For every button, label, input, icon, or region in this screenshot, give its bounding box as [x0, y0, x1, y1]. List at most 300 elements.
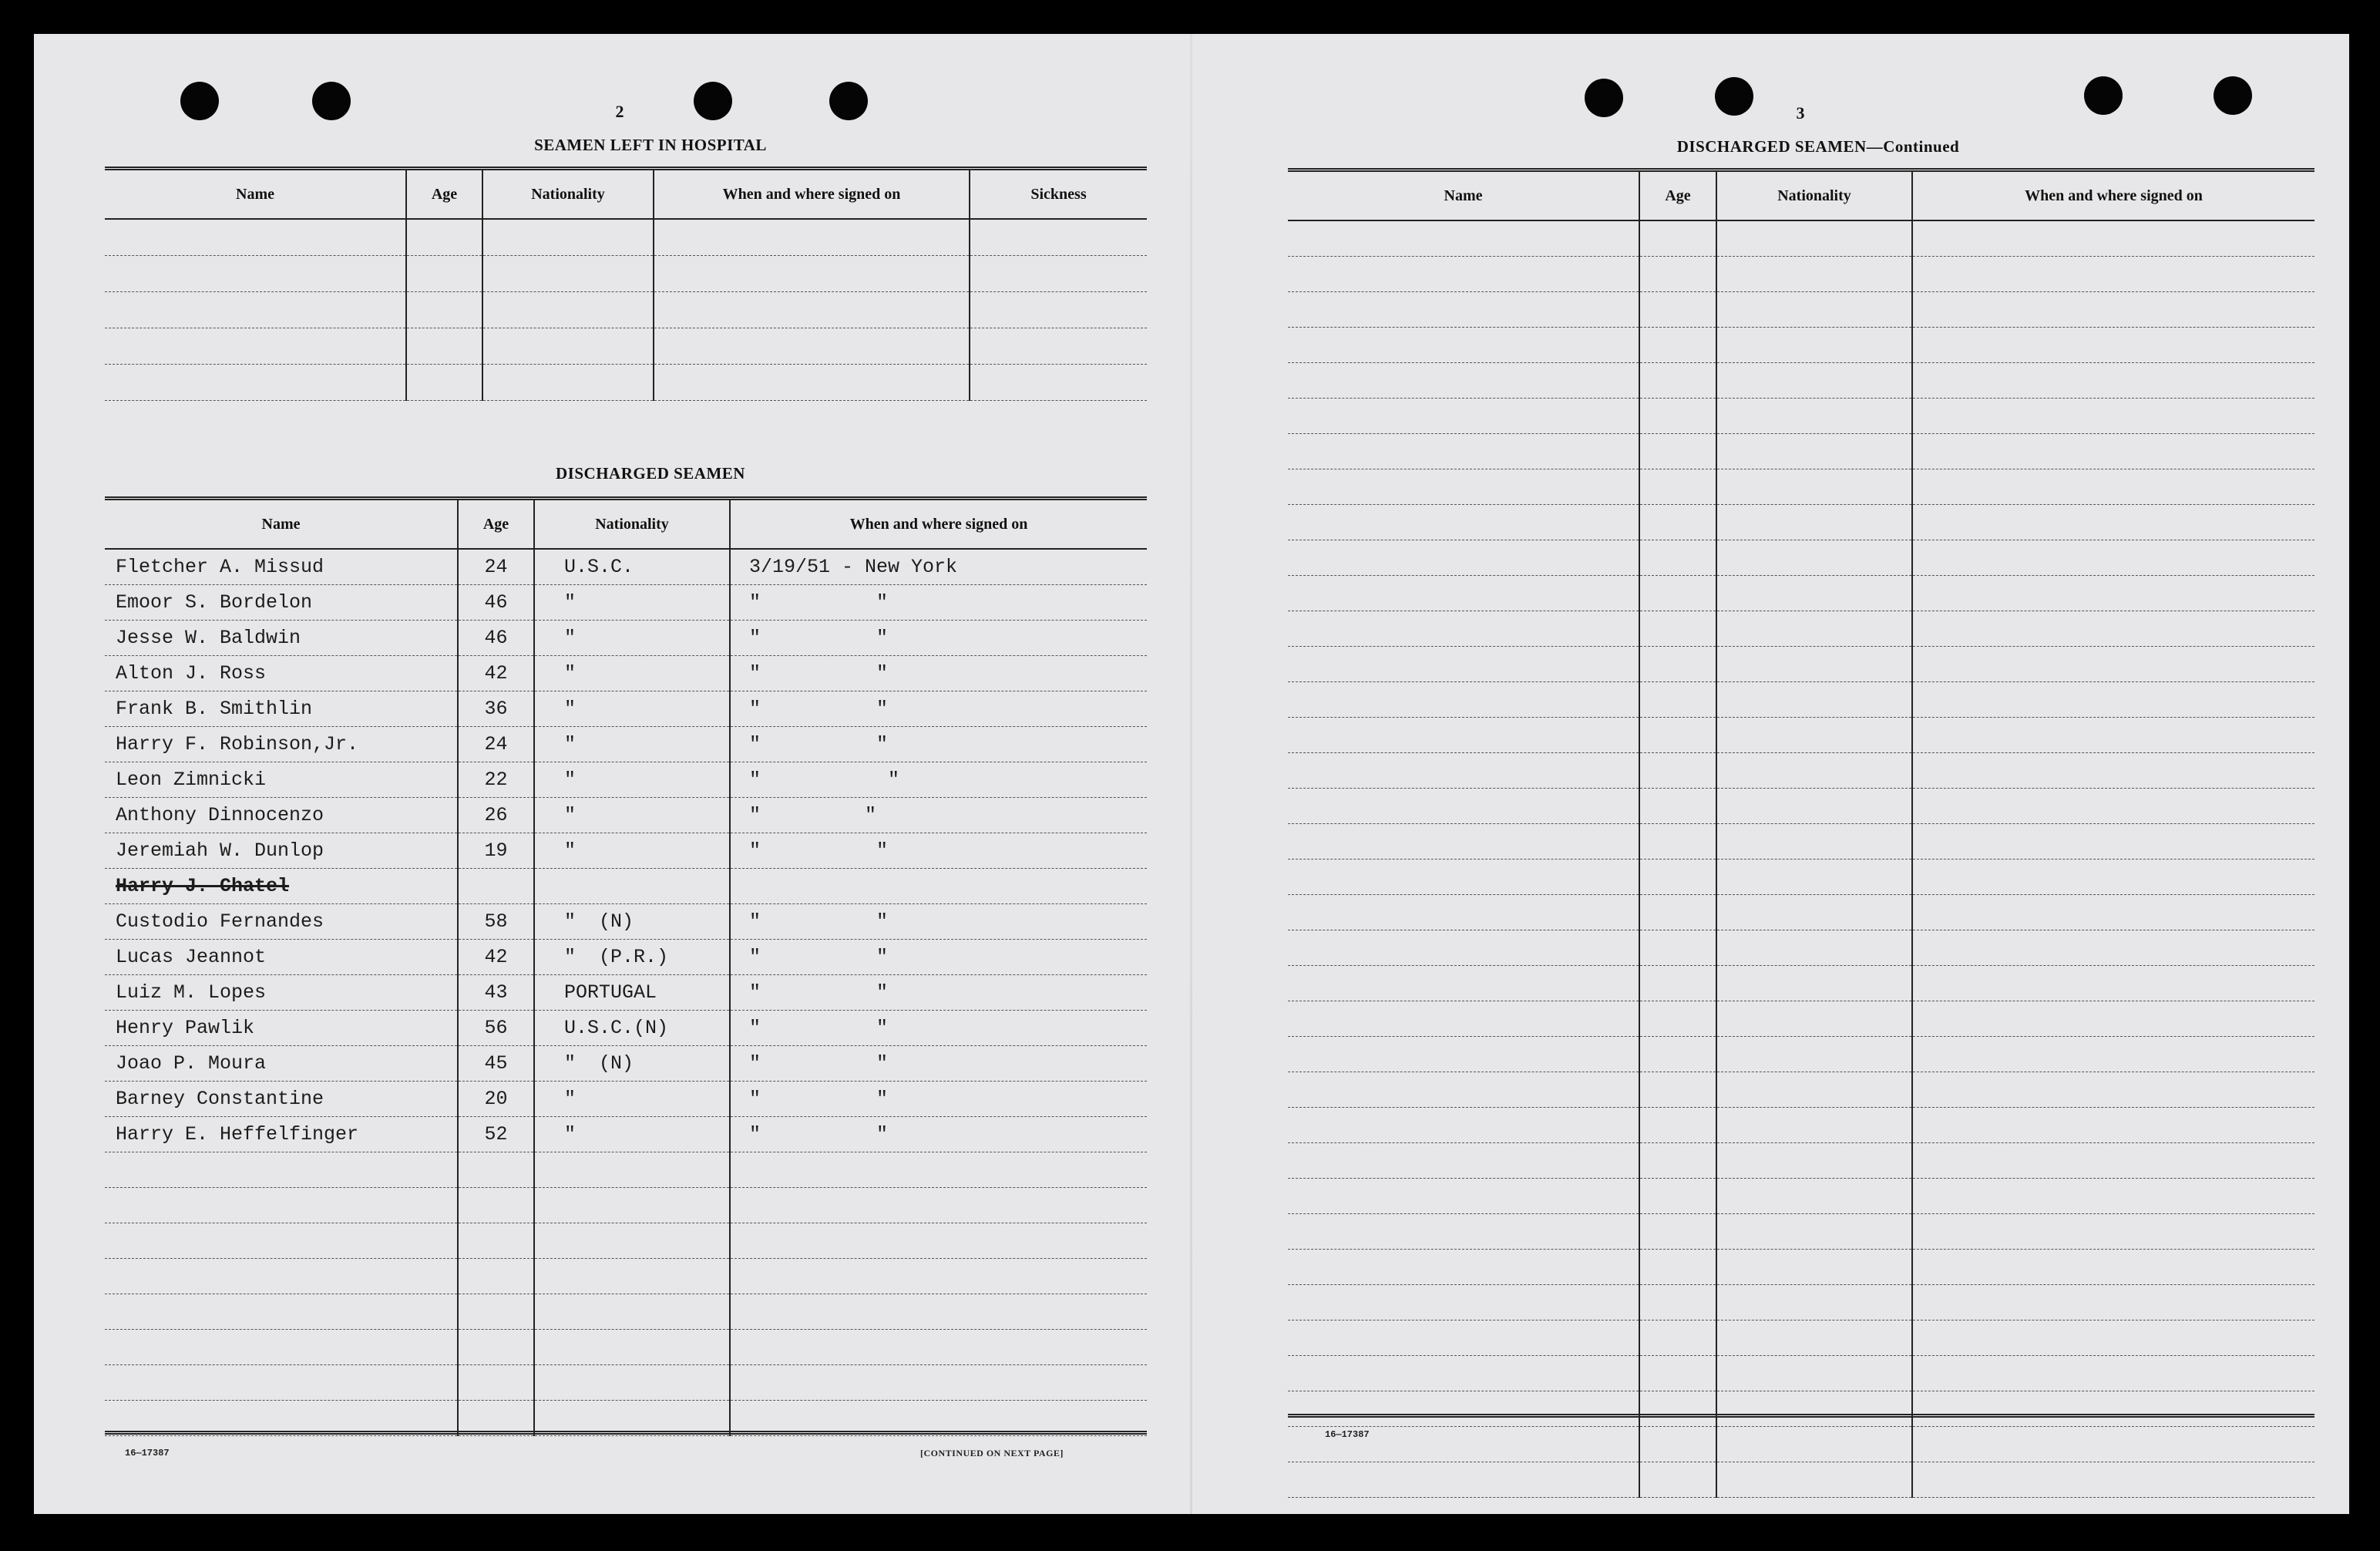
table-row	[1288, 1391, 2314, 1427]
table-row	[105, 940, 1147, 975]
cell-when-where: " "	[730, 1011, 1147, 1046]
table-cell	[1288, 1072, 1639, 1108]
table-cell	[105, 1330, 458, 1365]
table-cell	[458, 1259, 534, 1294]
table-cell	[1912, 895, 2314, 930]
document-sheet	[34, 34, 2349, 1514]
table-row	[1288, 1285, 2314, 1321]
cell-name: Alton J. Ross	[105, 656, 458, 691]
table-row	[1288, 718, 2314, 753]
table-cell	[1288, 434, 1639, 469]
table-row	[1288, 292, 2314, 328]
punch-hole	[1585, 79, 1623, 117]
table-cell	[1716, 363, 1912, 399]
table-cell	[482, 219, 654, 256]
table-row	[105, 1330, 1147, 1365]
table-cell	[1716, 895, 1912, 930]
table-cell	[1716, 1321, 1912, 1356]
table-cell	[1912, 966, 2314, 1001]
table-cell	[1912, 1179, 2314, 1214]
table-cell	[105, 219, 406, 256]
hospital-section-title: SEAMEN LEFT IN HOSPITAL	[534, 136, 767, 154]
table-cell	[1912, 1462, 2314, 1498]
table-cell	[1288, 363, 1639, 399]
cell-nationality: "	[534, 585, 730, 621]
discharged-continued-table	[1288, 168, 2314, 1498]
hospital-table	[105, 167, 1147, 401]
table-cell	[1639, 540, 1716, 576]
cell-when-where: " "	[730, 1082, 1147, 1117]
table-cell	[1716, 1285, 1912, 1321]
form-code: 16—17387	[1325, 1429, 1370, 1440]
table-cell	[730, 1152, 1147, 1188]
cell-when-where: " "	[730, 833, 1147, 869]
table-cell	[406, 365, 482, 401]
table-row	[105, 762, 1147, 798]
table-cell	[1912, 363, 2314, 399]
table-cell	[458, 1223, 534, 1259]
table-cell	[1639, 824, 1716, 860]
table-cell	[1912, 220, 2314, 257]
table-row	[1288, 1427, 2314, 1462]
table-row	[105, 365, 1147, 401]
table-cell	[534, 1188, 730, 1223]
title-main: DISCHARGED SEAMEN	[1676, 137, 1867, 156]
cell-name: Harry J. Chatel	[105, 869, 458, 904]
table-cell	[970, 219, 1147, 256]
cell-name: Luiz M. Lopes	[105, 975, 458, 1011]
table-cell	[1288, 540, 1639, 576]
table-cell	[1288, 647, 1639, 682]
table-cell	[1288, 1037, 1639, 1072]
discharged-table	[105, 496, 1147, 1436]
cell-age: 22	[458, 762, 534, 798]
table-cell	[1639, 505, 1716, 540]
table-cell	[1912, 718, 2314, 753]
continued-note: [CONTINUED ON NEXT PAGE]	[920, 1448, 1064, 1458]
table-cell	[482, 256, 654, 292]
table-cell	[1716, 753, 1912, 789]
table-cell	[458, 1152, 534, 1188]
table-cell	[105, 256, 406, 292]
table-cell	[105, 1365, 458, 1401]
bottom-rule	[1288, 1414, 2314, 1418]
table-row	[105, 585, 1147, 621]
table-cell	[105, 1223, 458, 1259]
page-number: 3	[1796, 103, 1805, 123]
page-number: 2	[615, 102, 624, 121]
cell-nationality: U.S.C.(N)	[534, 1011, 730, 1046]
table-cell	[1639, 1179, 1716, 1214]
table-cell	[1716, 1179, 1912, 1214]
table-row	[1288, 469, 2314, 505]
table-cell	[105, 1188, 458, 1223]
column-header-name: Name	[1288, 170, 1639, 221]
table-cell	[482, 328, 654, 365]
table-row	[105, 1223, 1147, 1259]
table-row	[1288, 220, 2314, 257]
table-cell	[1639, 1108, 1716, 1143]
table-cell	[1716, 469, 1912, 505]
cell-age: 24	[458, 549, 534, 585]
cell-nationality	[534, 869, 730, 904]
table-cell	[1639, 328, 1716, 363]
table-cell	[1716, 1108, 1912, 1143]
table-row	[105, 869, 1147, 904]
cell-when-where: " "	[730, 1117, 1147, 1152]
cell-nationality: "	[534, 833, 730, 869]
table-cell	[1639, 257, 1716, 292]
table-cell	[1912, 1143, 2314, 1179]
table-cell	[1912, 257, 2314, 292]
table-cell	[105, 292, 406, 328]
page-fold	[1190, 34, 1192, 1514]
table-cell	[1716, 1250, 1912, 1285]
cell-age: 24	[458, 727, 534, 762]
table-cell	[654, 292, 970, 328]
table-row	[105, 1117, 1147, 1152]
table-cell	[1639, 1285, 1716, 1321]
cell-when-where: 3/19/51 - New York	[730, 549, 1147, 585]
cell-when-where: " "	[730, 975, 1147, 1011]
cell-age	[458, 869, 534, 904]
table-cell	[1716, 540, 1912, 576]
table-cell	[1716, 824, 1912, 860]
table-row	[105, 1294, 1147, 1330]
table-row	[105, 798, 1147, 833]
cell-name: Lucas Jeannot	[105, 940, 458, 975]
table-cell	[1288, 1214, 1639, 1250]
table-row	[105, 727, 1147, 762]
table-cell	[1639, 469, 1716, 505]
table-cell	[730, 1330, 1147, 1365]
table-row	[1288, 1037, 2314, 1072]
table-row	[1288, 1143, 2314, 1179]
table-row	[105, 1011, 1147, 1046]
cell-name: Emoor S. Bordelon	[105, 585, 458, 621]
table-cell	[1912, 292, 2314, 328]
cell-name: Jeremiah W. Dunlop	[105, 833, 458, 869]
table-row	[1288, 1214, 2314, 1250]
table-cell	[1639, 1462, 1716, 1498]
table-cell	[534, 1330, 730, 1365]
table-row	[105, 1082, 1147, 1117]
table-cell	[1288, 1143, 1639, 1179]
cell-nationality: U.S.C.	[534, 549, 730, 585]
table-cell	[1639, 363, 1716, 399]
table-cell	[730, 1365, 1147, 1401]
table-row	[1288, 328, 2314, 363]
column-header-age: Age	[406, 169, 482, 220]
table-row	[105, 833, 1147, 869]
cell-age: 42	[458, 656, 534, 691]
table-row	[105, 1046, 1147, 1082]
table-cell	[1639, 1037, 1716, 1072]
cell-name: Barney Constantine	[105, 1082, 458, 1117]
table-cell	[1716, 505, 1912, 540]
cell-nationality: "	[534, 762, 730, 798]
table-cell	[1912, 1391, 2314, 1427]
table-cell	[1639, 1321, 1716, 1356]
table-cell	[1912, 753, 2314, 789]
table-cell	[1912, 824, 2314, 860]
table-cell	[1639, 1250, 1716, 1285]
table-cell	[1912, 930, 2314, 966]
table-cell	[1912, 399, 2314, 434]
table-cell	[1912, 434, 2314, 469]
cell-when-where	[730, 869, 1147, 904]
punch-hole	[2084, 76, 2123, 115]
discharged-section-title: DISCHARGED SEAMEN	[556, 464, 745, 483]
table-cell	[482, 292, 654, 328]
table-row	[105, 656, 1147, 691]
table-cell	[1639, 1214, 1716, 1250]
table-cell	[1288, 824, 1639, 860]
table-row	[1288, 363, 2314, 399]
table-cell	[1716, 789, 1912, 824]
table-cell	[534, 1259, 730, 1294]
table-row	[1288, 505, 2314, 540]
table-cell	[1288, 753, 1639, 789]
column-header-when-where: When and where signed on	[730, 499, 1147, 550]
discharged-continued-title	[1548, 137, 2088, 156]
cell-when-where: " "	[730, 940, 1147, 975]
table-cell	[1912, 1285, 2314, 1321]
table-cell	[1288, 930, 1639, 966]
table-cell	[1716, 611, 1912, 647]
table-cell	[1639, 753, 1716, 789]
table-cell	[1716, 1072, 1912, 1108]
table-cell	[1912, 1037, 2314, 1072]
table-cell	[1639, 1072, 1716, 1108]
table-cell	[1288, 505, 1639, 540]
table-cell	[1912, 611, 2314, 647]
table-row	[1288, 257, 2314, 292]
table-cell	[1639, 966, 1716, 1001]
cell-name: Frank B. Smithlin	[105, 691, 458, 727]
cell-name: Anthony Dinnocenzo	[105, 798, 458, 833]
table-cell	[406, 328, 482, 365]
table-cell	[1639, 1356, 1716, 1391]
table-cell	[458, 1330, 534, 1365]
cell-nationality: " (P.R.)	[534, 940, 730, 975]
table-row	[1288, 1462, 2314, 1498]
table-cell	[1288, 1356, 1639, 1391]
punch-hole	[829, 82, 868, 120]
table-row	[1288, 647, 2314, 682]
form-code: 16—17387	[125, 1448, 170, 1458]
table-cell	[1639, 895, 1716, 930]
table-cell	[1639, 399, 1716, 434]
table-row	[1288, 1356, 2314, 1391]
table-cell	[1639, 611, 1716, 647]
table-row	[105, 691, 1147, 727]
table-row	[105, 256, 1147, 292]
table-cell	[1912, 469, 2314, 505]
cell-nationality: "	[534, 727, 730, 762]
table-row	[1288, 1001, 2314, 1037]
table-row	[1288, 860, 2314, 895]
cell-name: Fletcher A. Missud	[105, 549, 458, 585]
column-header-when-where: When and where signed on	[1912, 170, 2314, 221]
table-cell	[1716, 399, 1912, 434]
table-cell	[1912, 1001, 2314, 1037]
cell-name: Custodio Fernandes	[105, 904, 458, 940]
table-row	[1288, 576, 2314, 611]
table-cell	[1716, 1001, 1912, 1037]
table-cell	[730, 1223, 1147, 1259]
table-cell	[1716, 930, 1912, 966]
cell-name: Leon Zimnicki	[105, 762, 458, 798]
table-cell	[1288, 469, 1639, 505]
table-cell	[970, 328, 1147, 365]
table-cell	[1288, 292, 1639, 328]
table-cell	[970, 292, 1147, 328]
table-cell	[970, 365, 1147, 401]
table-row	[1288, 611, 2314, 647]
table-cell	[1288, 611, 1639, 647]
table-cell	[1912, 1356, 2314, 1391]
cell-name: Jesse W. Baldwin	[105, 621, 458, 656]
table-cell	[1912, 1214, 2314, 1250]
cell-nationality: PORTUGAL	[534, 975, 730, 1011]
table-cell	[458, 1188, 534, 1223]
table-row	[105, 1259, 1147, 1294]
table-cell	[1716, 1462, 1912, 1498]
table-cell	[1288, 895, 1639, 930]
table-cell	[1639, 1143, 1716, 1179]
cell-age: 36	[458, 691, 534, 727]
table-cell	[1912, 505, 2314, 540]
table-cell	[406, 219, 482, 256]
table-cell	[482, 365, 654, 401]
table-row	[105, 975, 1147, 1011]
table-cell	[534, 1152, 730, 1188]
table-cell	[1639, 434, 1716, 469]
cell-nationality: "	[534, 621, 730, 656]
table-cell	[105, 1259, 458, 1294]
table-cell	[730, 1259, 1147, 1294]
table-row	[1288, 1250, 2314, 1285]
table-cell	[1288, 860, 1639, 895]
table-cell	[1288, 718, 1639, 753]
table-cell	[1288, 789, 1639, 824]
table-cell	[1912, 576, 2314, 611]
punch-hole	[180, 82, 219, 120]
table-cell	[1716, 718, 1912, 753]
cell-age: 19	[458, 833, 534, 869]
table-cell	[654, 219, 970, 256]
table-cell	[1716, 434, 1912, 469]
table-cell	[1288, 220, 1639, 257]
table-cell	[1912, 1321, 2314, 1356]
table-cell	[534, 1365, 730, 1401]
table-cell	[534, 1294, 730, 1330]
cell-when-where: " "	[730, 656, 1147, 691]
table-row	[1288, 1072, 2314, 1108]
cell-when-where: " "	[730, 762, 1147, 798]
table-cell	[1912, 1108, 2314, 1143]
table-row	[1288, 399, 2314, 434]
table-cell	[1639, 1427, 1716, 1462]
table-cell	[1716, 292, 1912, 328]
table-cell	[1288, 1462, 1639, 1498]
table-row	[1288, 930, 2314, 966]
table-cell	[1912, 1072, 2314, 1108]
table-cell	[1716, 682, 1912, 718]
table-cell	[1288, 1001, 1639, 1037]
table-row	[1288, 682, 2314, 718]
table-cell	[1716, 1214, 1912, 1250]
table-cell	[1912, 1427, 2314, 1462]
table-cell	[1716, 220, 1912, 257]
table-cell	[105, 365, 406, 401]
table-cell	[105, 1152, 458, 1188]
table-row	[105, 328, 1147, 365]
table-cell	[406, 256, 482, 292]
cell-age: 56	[458, 1011, 534, 1046]
table-cell	[1288, 399, 1639, 434]
table-row	[105, 549, 1147, 585]
table-row	[1288, 1108, 2314, 1143]
table-cell	[1288, 1250, 1639, 1285]
table-cell	[1912, 647, 2314, 682]
table-cell	[1639, 789, 1716, 824]
table-cell	[970, 256, 1147, 292]
table-row	[1288, 789, 2314, 824]
table-cell	[654, 256, 970, 292]
table-cell	[1288, 328, 1639, 363]
table-cell	[1716, 1037, 1912, 1072]
cell-when-where: " "	[730, 798, 1147, 833]
column-header-nationality: Nationality	[534, 499, 730, 550]
cell-age: 45	[458, 1046, 534, 1082]
table-row	[105, 292, 1147, 328]
cell-when-where: " "	[730, 585, 1147, 621]
table-cell	[654, 365, 970, 401]
table-row	[1288, 540, 2314, 576]
table-cell	[105, 1294, 458, 1330]
table-cell	[1716, 1427, 1912, 1462]
table-cell	[1288, 1391, 1639, 1427]
table-row	[1288, 966, 2314, 1001]
table-row	[1288, 1179, 2314, 1214]
table-cell	[1288, 682, 1639, 718]
table-cell	[1639, 718, 1716, 753]
table-cell	[1288, 1179, 1639, 1214]
table-cell	[1639, 647, 1716, 682]
table-row	[105, 219, 1147, 256]
cell-name: Joao P. Moura	[105, 1046, 458, 1082]
table-cell	[1912, 682, 2314, 718]
column-header-age: Age	[1639, 170, 1716, 221]
punch-hole	[312, 82, 351, 120]
column-header-nationality: Nationality	[1716, 170, 1912, 221]
table-cell	[534, 1223, 730, 1259]
table-cell	[1716, 1356, 1912, 1391]
cell-name: Henry Pawlik	[105, 1011, 458, 1046]
table-cell	[1716, 860, 1912, 895]
table-cell	[1288, 576, 1639, 611]
table-cell	[1716, 1143, 1912, 1179]
table-cell	[1716, 966, 1912, 1001]
table-row	[105, 1365, 1147, 1401]
cell-when-where: " "	[730, 727, 1147, 762]
table-cell	[1639, 930, 1716, 966]
column-header-name: Name	[105, 169, 406, 220]
cell-nationality: "	[534, 1082, 730, 1117]
table-row	[1288, 434, 2314, 469]
